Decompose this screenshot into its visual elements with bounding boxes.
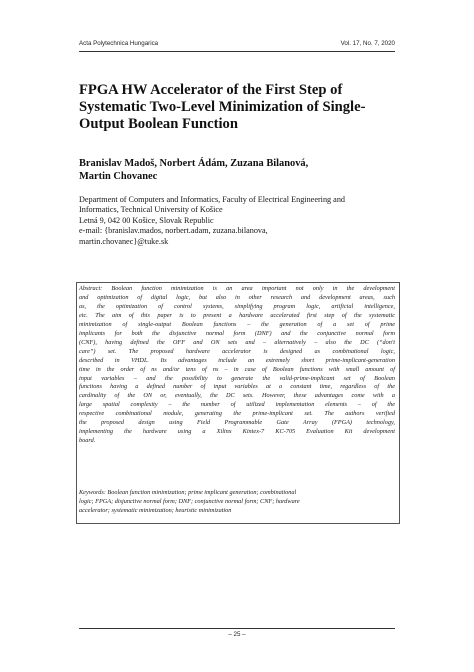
page-number: – 25 – — [228, 631, 246, 638]
keywords-line: accelerator; systematic minimization; heuristic minimization — [79, 506, 232, 514]
affiliation-line: Informatics, Technical University of Košice — [79, 205, 223, 215]
title-line: FPGA HW Accelerator of the First Step of — [79, 82, 343, 98]
paper-title — [79, 82, 399, 133]
abstract-line: and optimization of digital logic, but also in other research and development areas, such — [79, 293, 395, 301]
abstract-line: minimization of single-output Boolean functions – the generation of a set of prime — [79, 320, 395, 328]
keywords-line: logic; FPGA; disjunctive normal form; DNF; conjunctive normal form; CNF; hardware — [79, 497, 300, 505]
email-line: martin.chovanec}@tuke.sk — [79, 236, 169, 246]
abstract-line: etc. The aim of this paper is to present a hardware accelerated first step of the systematic — [79, 311, 395, 319]
abstract — [79, 285, 395, 446]
abstract-line: cardinality of the ON or, eventually, the DC sets. However, these advantages come with a — [79, 392, 395, 400]
footer-rule — [79, 628, 395, 629]
abstract-line: large spatial complexity – the number of utilized implementation elements – of the — [79, 401, 395, 409]
abstract-line: board. — [79, 437, 96, 445]
abstract-line: implicants for both the disjunctive normal form (DNF) and the conjunctive normal form — [79, 329, 395, 337]
affiliation — [79, 195, 399, 247]
abstract-line: as, the optimization of control systems, simplifying program logic, artificial intelligence, — [79, 302, 395, 310]
header-rule — [79, 51, 395, 52]
abstract-line: the proposed design using Field Programmable Gate Array (FPGA) technology, — [79, 419, 395, 427]
title-line: Output Boolean Function — [79, 116, 238, 132]
abstract-line: Abstract: Boolean function minimization is an area important not only in the development — [79, 285, 395, 292]
title-line: Systematic Two-Level Minimization of Single- — [79, 99, 366, 115]
abstract-line: time in the order of ns and/or tens of ns – in case of Boolean functions with small amount of — [79, 365, 395, 373]
abstract-line: respective combinational module, generating the prime-implicant set. The authors verified — [79, 410, 395, 418]
journal-name: Acta Polytechnica Hungarica — [79, 40, 159, 47]
author-list — [79, 157, 399, 183]
abstract-line: described in VHDL. Its advantages include an extremely short prime-implicant-generation — [79, 356, 395, 364]
volume-info: Vol. 17, No. 7, 2020 — [340, 40, 395, 47]
affiliation-line: Letná 9, 042 00 Košice, Slovak Republic — [79, 215, 214, 225]
author-line: Branislav Madoš, Norbert Ádám, Zuzana Bilanová, — [79, 158, 309, 169]
author-line: Martin Chovanec — [79, 171, 158, 182]
abstract-line: (CNF), having defined the OFF and ON sets and – alternatively – also the DC (“don't — [79, 338, 395, 346]
abstract-line: input variables – and the possibility to generate the valid-prime-implicant set of Boolean — [79, 374, 395, 382]
abstract-line: implementing the hardware using a Xilinx Kintex-7 KC-705 Evaluation Kit development — [79, 428, 395, 436]
abstract-line: functions having a defined number of input variables at a constant time, regardless of the — [79, 383, 395, 391]
affiliation-line: Department of Computers and Informatics, Faculty of Electrical Engineering and — [79, 195, 346, 204]
email-line: e-mail: {branislav.mados, norbert.adam, zuzana.bilanova, — [79, 226, 268, 236]
keywords — [79, 489, 395, 516]
running-head — [79, 40, 395, 47]
abstract-line: care”) set. The proposed hardware accelerator is designed as combinational logic, — [79, 347, 395, 355]
keywords-line: Keywords: Boolean function minimization; prime implicant generation; combinational — [79, 489, 297, 496]
